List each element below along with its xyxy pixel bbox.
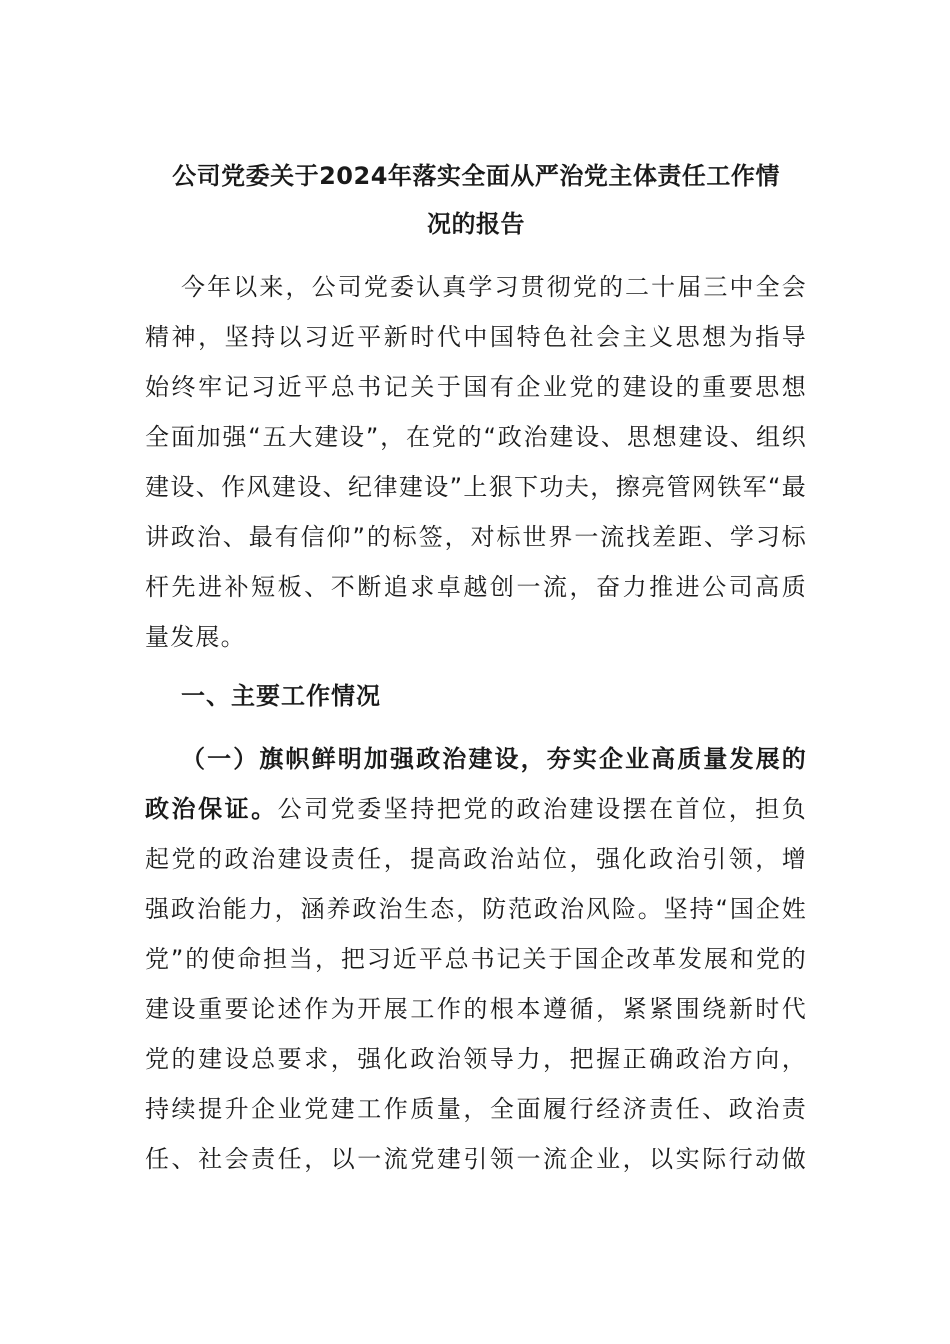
paragraph-intro xyxy=(145,262,807,662)
paragraph-line: 强政治能力，涵养政治生态，防范政治风险。坚持“国企姓 xyxy=(145,895,807,923)
paragraph-political-construction xyxy=(145,734,807,1184)
paragraph-line: 今年以来，公司党委认真学习贯彻党的二十届三中全会 xyxy=(181,273,807,301)
paragraph-line: 持续提升企业党建工作质量，全面履行经济责任、政治责 xyxy=(145,1095,807,1123)
subheading-tail: 政治保证。 xyxy=(145,795,278,823)
paragraph-line: 党的建设总要求，强化政治领导力，把握正确政治方向， xyxy=(145,1045,807,1073)
paragraph-line: 建设重要论述作为开展工作的根本遵循，紧紧围绕新时代 xyxy=(145,995,807,1023)
paragraph-line: 杆先进补短板、不断追求卓越创一流，奋力推进公司高质 xyxy=(145,573,807,601)
paragraph-line: 讲政治、最有信仰”的标签，对标世界一流找差距、学习标 xyxy=(145,523,807,551)
paragraph-line-rest: 公司党委坚持把党的政治建设摆在首位，担负 xyxy=(277,795,808,823)
section-heading-main-work: 一、主要工作情况 xyxy=(181,682,381,710)
paragraph-line: 任、社会责任，以一流党建引领一流企业，以实际行动做 xyxy=(145,1145,807,1173)
paragraph-line xyxy=(145,784,807,834)
document-title xyxy=(145,152,807,248)
paragraph-line: 全面加强“五大建设”，在党的“政治建设、思想建设、组织 xyxy=(145,423,807,451)
title-line-1: 公司党委关于2024年落实全面从严治党主体责任工作情 xyxy=(172,162,780,190)
paragraph-line: 精神，坚持以习近平新时代中国特色社会主义思想为指导 xyxy=(145,323,807,351)
title-line-2: 况的报告 xyxy=(427,210,525,238)
paragraph-line: 量发展。 xyxy=(145,623,246,651)
subheading-line: （一）旗帜鲜明加强政治建设，夯实企业高质量发展的 xyxy=(181,745,807,773)
paragraph-line: 起党的政治建设责任，提高政治站位，强化政治引领，增 xyxy=(145,845,807,873)
paragraph-line: 始终牢记习近平总书记关于国有企业党的建设的重要思想 xyxy=(145,373,807,401)
paragraph-line: 党”的使命担当，把习近平总书记关于国企改革发展和党的 xyxy=(145,945,807,973)
paragraph-line: 建设、作风建设、纪律建设”上狠下功夫，擦亮管网铁军“最 xyxy=(145,473,807,501)
